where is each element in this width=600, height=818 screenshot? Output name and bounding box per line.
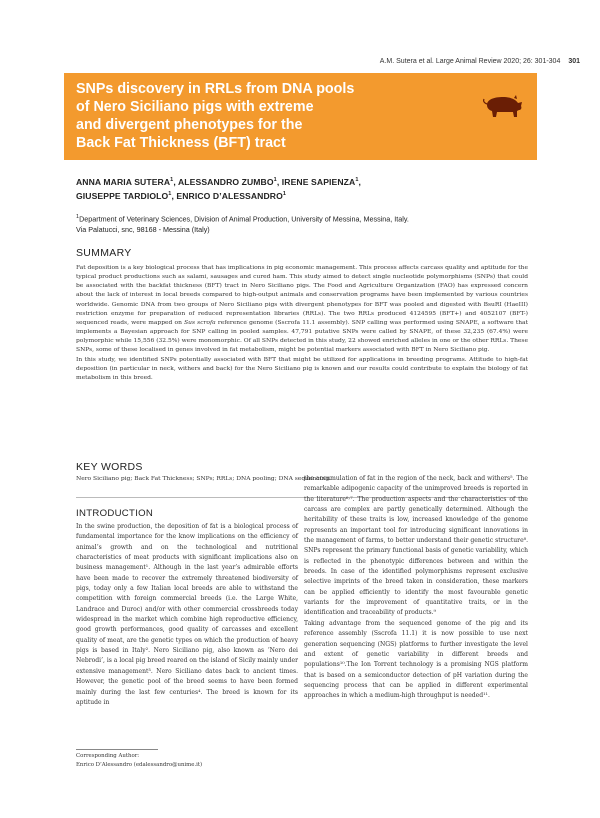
summary-heading: SUMMARY (76, 247, 132, 259)
body-paragraph: Taking advantage from the sequenced genome of the pig and its reference assembly (Sscrofa 11.1) it is now possible to use next generation sequencing (NGS) platforms to further investigate the level and extent of genetic variability in different breeds and populations¹⁰.The Ion Torrent technology is a promising NGS platform that is based on a semiconductor detection of pH variation during the sequencing process that can be applied in different experimental approaches in which a medium-high throughput is needed¹¹. (304, 619, 528, 700)
author-list (76, 174, 536, 203)
citation: A.M. Sutera et al. Large Animal Review 2020; 26: 301-304 (379, 58, 561, 65)
body-column-left (76, 522, 298, 708)
body-column-right (304, 474, 528, 702)
author-line: ANNA MARIA SUTERA$^1$, ALESSANDRO ZUMBO$^1$, IRENE SAPIENZA$^1$, (76, 176, 361, 187)
title-line: and divergent phenotypes for the (76, 117, 303, 133)
title-line: of Nero Siciliano pigs with extreme (76, 99, 314, 115)
title-line: SNPs discovery in RRLs from DNA pools (76, 81, 355, 97)
corresponding-author-note: Corresponding Author: Enrico D’Alessandro (edalessandro@unime.it) (76, 753, 203, 768)
footnote-divider (76, 749, 158, 750)
keywords-heading: KEY WORDS (76, 461, 143, 473)
article-title (76, 80, 466, 152)
author-line: GIUSEPPE TARDIOLO$^1$, ENRICO D’ALESSANDRO$^1$ (76, 191, 287, 202)
body-paragraph: the accumulation of fat in the region of the neck, back and withers⁵. The remarkable adipogenic capacity of the unimproved breeds is reported in the literature⁶˒⁷. The production aspects and the characteristics of the carcass are complex are partly genetically determined. Although the heritability of these traits is low, increased knowledge of the genome represents an important tool for introducing significant innovations in the management of farms, to better understand their genetic structure⁸. SNPs represent the primary functional basis of genetic variability, which is reflected in the phenotypic differences between and within the breeds. In case of the identified polymorphisms represent exclusive selective imprints of the breed taken in consideration, these markers can be applied efficiently to identify the most favourable genetic variants for the improvement of quantitative traits, or in the identification and traceability of products.⁹ (304, 475, 528, 617)
title-banner (64, 73, 537, 160)
page-number: 301 (568, 58, 580, 65)
affiliation: $^1$Department of Veterinary Sciences, Division of Animal Production, University of Messina, Messina, Italy. Via Palatucci, snc, 98168 - Messina (Italy) (76, 214, 409, 235)
running-head (330, 58, 580, 65)
summary-paragraph: Fat deposition is a key biological process that has implications in pig economic management. This process affects carcass quality and aptitude for the typical product productions such as salami, sausages and cured ham. This study aimed to detect single nucleotide polymorphisms (SNPs) that could be associated with the backfat thickness (BFT) tract in Nero Siciliano pigs. The Food and Agriculture Organization (FAO) has expressed concern about the lack of interest in local breeds compared to high-output animals and conservation programs have been implemented by various countries worldwide. Genomic DNA from two groups of Nero Siciliano pigs with divergent phenotypes for BFT was pooled and digested with BsuRI (HaeIII) restriction enzyme for preparation of reduced representation libraries (RRLs). The two RRLs produced 4124595 (BFT+) and 4052107 (BFT-) sequenced reads, were mapped on Sus scrofa reference genome (Sscrofa 11.1 assembly). SNP calling was performed using SNAPE, a software that implements a Bayesian approach for SNP calling in pooled samples. 47,791 putative SNPs were called by SNAPE, of these 32,235 (67.4%) were polymorphic while 15,556 (32.5%) were monomorphic. Of all SNPs detected in this study, 22 showed enriched alleles in one or the other RRLs. These SNPs, some of these localised in genes involved in fat metabolism, might be potential markers associated with BFT in Nero Siciliano pig. (76, 264, 528, 354)
summary-paragraph: In this study, we identified SNPs potentially associated with BFT that might be utilized for applications in breeding programs. Attitude to high-fat deposition (in particular in neck, withers and back) for the Nero Siciliano pig is known and our results could contribute to explain the biology of fat metabolism in this breed. (76, 355, 528, 381)
title-line: Back Fat Thickness (BFT) tract (76, 135, 286, 151)
pig-icon (481, 93, 523, 119)
body-paragraph: In the swine production, the deposition of fat is a biological process of fundamental importance for the know implications on the efficiency of animal’s growth and on the technological and nutritional characteristics of meat products with significant implications also on business management¹. Although in the last year’s admirable efforts have been made to recover the extremely threatened biodiversity of pigs, today only a few Italian local breeds are able to withstand the competition with foreign commercial breeds (i.e. the Large White, Landrace and Duroc) and/or with other commercial crossbreeds today widespread in the market which combine high reproductive efficiency, good growth performances, good quality of carcasses and excellent quality of meat, are the genetic types on which the production of heavy pigs is based in Italy². Nero Siciliano pig, also known as ‘Nero dei Nebrodi’, is a local pig breed reared on the island of Sicily mainly under extensive management³. Nero Siciliano dates back to ancient times. However, the genetic pool of the breed seems to have been formed mainly during the last few centuries⁴. The breed is known for its aptitude in (76, 523, 298, 706)
keywords-text: Nero Siciliano pig; Back Fat Thickness; SNPs; RRLs; DNA pooling; DNA sequencing. (76, 475, 332, 482)
introduction-heading: INTRODUCTION (76, 508, 154, 519)
summary-text (76, 263, 528, 382)
